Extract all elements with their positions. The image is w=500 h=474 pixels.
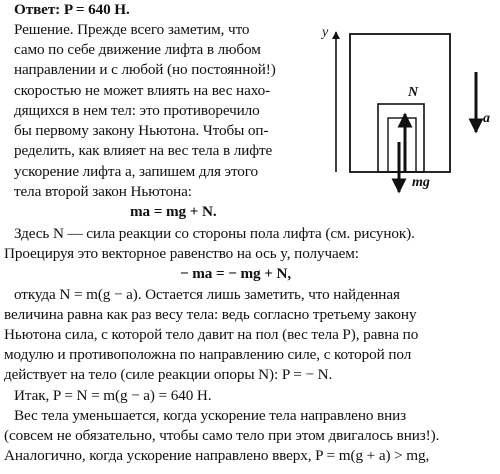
body-line-15: величина равна как раз весу тела: ведь согласно третьему закону	[4, 306, 417, 323]
body-line-18: действует на тело (силе реакции опоры N): P = − N.	[4, 366, 333, 383]
body-line-14: откуда N = m(g − a). Остается лишь заметить, что найденная	[14, 286, 400, 303]
body-line-21: (совсем не обязательно, чтобы само тело при этом двигалось вниз!).	[4, 427, 440, 444]
body-line-19: Итак, P = N = m(g − a) = 640 Н.	[14, 387, 212, 404]
solution-line-9: тела второй закон Ньютона:	[14, 183, 192, 200]
body-outer	[378, 104, 424, 172]
y-axis-label: y	[322, 25, 329, 40]
solution-line-1: Решение. Прежде всего заметим, что	[14, 21, 250, 38]
solution-line-2: само по себе движение лифта в любом	[14, 41, 261, 58]
solution-line-4: скоростью не может влиять на вес нахо-	[14, 82, 271, 99]
answer-line: Ответ: P = 640 Н.	[14, 1, 130, 18]
gravity-label: mg	[412, 175, 430, 190]
solution-line-7: ределить, как влияет на вес тела в лифте	[14, 142, 273, 159]
equation-newton: ma = mg + N.	[130, 203, 217, 220]
body-line-16: Ньютона сила, с которой тело давит на пол (вес тела P), равна по	[4, 326, 419, 343]
reaction-force-label: N	[408, 85, 419, 100]
body-line-22: Аналогично, когда ускорение направлено вверх, P = m(g + a) > mg,	[4, 447, 430, 464]
body-line-17: модулю и противоположна по направлению силе, с которой пол	[4, 346, 412, 363]
body-line-20: Вес тела уменьшается, когда ускорение тела направлено вниз	[14, 407, 407, 424]
body-inner	[388, 118, 416, 172]
acceleration-label: a	[483, 111, 490, 126]
elevator-diagram	[318, 22, 500, 200]
equation-projection: − ma = − mg + N,	[180, 265, 292, 282]
solution-line-8: ускорение лифта a, запишем для этого	[14, 163, 259, 180]
solution-line-3: направлении и с любой (но постоянной!)	[14, 61, 276, 78]
body-line-12: Проецируя это векторное равенство на ось y, получаем:	[4, 245, 359, 262]
body-line-11: Здесь N — сила реакции со стороны пола лифта (см. рисунок).	[14, 225, 415, 242]
solution-line-5: дящихся в нем тел: это противоречило	[14, 102, 260, 119]
solution-line-6: бы первому закону Ньютона. Чтобы оп-	[14, 122, 269, 139]
